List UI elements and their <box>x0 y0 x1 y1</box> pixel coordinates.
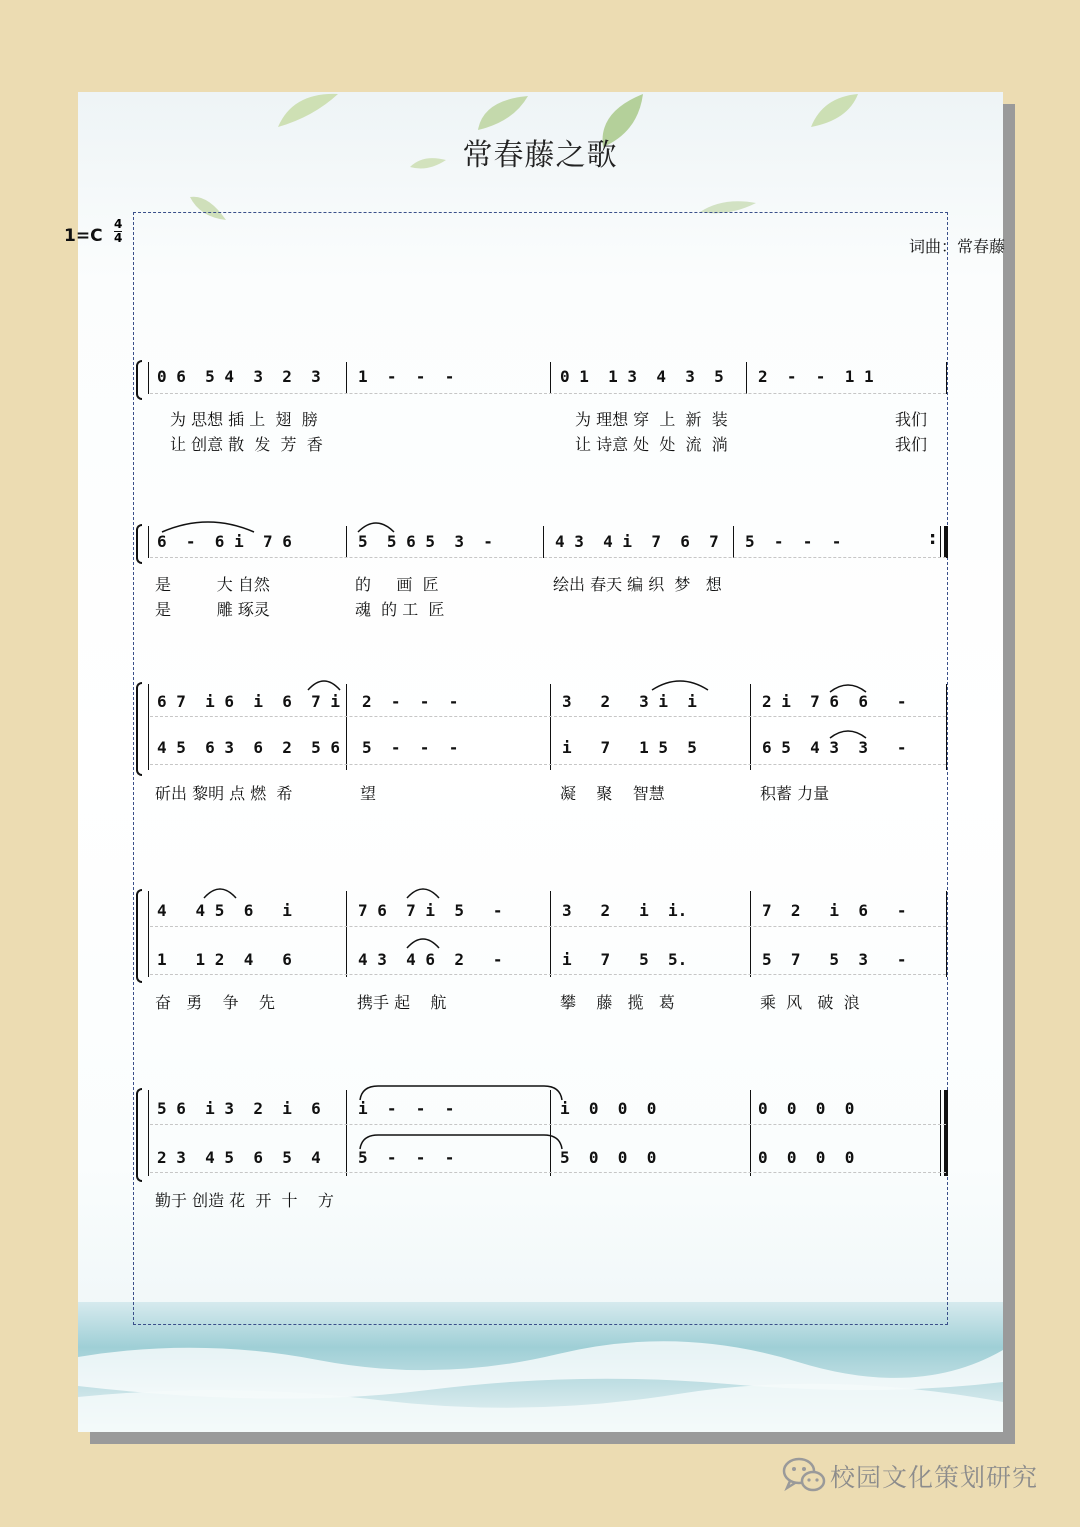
measure-notes: 6 - 6 i 7 6 <box>157 532 292 551</box>
barline <box>946 891 947 977</box>
lyric-line: 奋 勇 争 先 <box>155 993 275 1012</box>
system-bracket <box>136 524 142 564</box>
tie-slur <box>405 934 441 950</box>
barline <box>148 526 149 558</box>
key-signature: 1=C <box>64 226 103 246</box>
barline <box>543 526 544 558</box>
lyric-line: 望 <box>360 784 377 803</box>
staff-line <box>150 716 946 717</box>
lyric-line: 魂 的 工 匠 <box>355 600 445 619</box>
composer-credit: 词曲：常春藤 <box>908 237 1005 256</box>
staff-line <box>150 974 946 975</box>
lyric-line: 凝 聚 智慧 <box>560 784 665 803</box>
barline <box>346 891 347 977</box>
measure-notes-lower: 1 1 2 4 6 <box>157 950 292 969</box>
barline <box>733 526 734 558</box>
measure-notes-lower: 4 5 6 3 6 2 5 6 <box>157 738 341 757</box>
staff-line <box>150 1124 946 1125</box>
measure-notes-upper: 6 7 i 6 i 6 7 i <box>157 692 341 711</box>
measure-notes-lower: 5 - - - <box>358 1148 455 1167</box>
lyric-line: 让 创意 散 发 芳 香 <box>170 435 323 454</box>
barline <box>940 526 941 558</box>
measure-notes-upper: i 0 0 0 <box>560 1099 657 1118</box>
watermark-text: 校园文化策划研究 <box>830 1463 1039 1492</box>
lyric-line: 勤于 创造 花 开 十 方 <box>155 1191 334 1210</box>
lyric-line: 我们 <box>895 435 928 454</box>
system-bracket <box>136 1088 142 1182</box>
barline <box>550 684 551 770</box>
lyric-line: 积蓄 力量 <box>760 784 830 803</box>
barline <box>746 362 747 394</box>
measure-notes-upper: 2 i 7 6 6 - <box>762 692 907 711</box>
barline <box>346 526 347 558</box>
barline <box>148 891 149 977</box>
barline <box>940 1090 941 1176</box>
lyric-line: 乘 风 破 浪 <box>760 993 860 1012</box>
lyric-line: 携手 起 航 <box>357 993 447 1012</box>
measure-notes: 2 - - 1 1 <box>758 367 874 386</box>
barline <box>346 362 347 394</box>
system-bracket <box>136 889 142 983</box>
barline <box>750 891 751 977</box>
barline <box>550 891 551 977</box>
system-bracket <box>136 682 142 776</box>
tie-slur <box>306 676 342 692</box>
system-bracket <box>136 360 142 400</box>
repeat-end-barline <box>944 526 948 558</box>
leaf-decoration <box>473 92 533 132</box>
barline <box>148 684 149 770</box>
measure-notes-upper: 3 2 i i. <box>562 901 688 920</box>
leaf-decoration <box>273 92 343 132</box>
measure-notes-lower: i 7 5 5. <box>562 950 688 969</box>
measure-notes-upper: i - - - <box>358 1099 455 1118</box>
leaf-decoration <box>803 92 863 132</box>
measure-notes-lower: 0 0 0 0 <box>758 1148 855 1167</box>
staff-line <box>150 764 946 765</box>
barline <box>148 1090 149 1176</box>
tie-slur <box>405 884 441 900</box>
time-signature <box>114 218 122 245</box>
lyric-line: 为 思想 插 上 翅 膀 <box>170 410 318 429</box>
measure-notes-upper: 0 0 0 0 <box>758 1099 855 1118</box>
lyric-line: 为 理想 穿 上 新 装 <box>575 410 728 429</box>
tie-slur <box>202 884 238 900</box>
lyric-line: 的 画 匠 <box>355 575 439 594</box>
measure-notes-upper: 7 2 i 6 - <box>762 901 907 920</box>
barline <box>946 362 947 394</box>
lyric-line: 我们 <box>895 410 928 429</box>
wechat-icon <box>782 1455 826 1495</box>
measure-notes-lower: 4 3 4 6 2 - <box>358 950 503 969</box>
measure-notes-upper: 5 6 i 3 2 i 6 <box>157 1099 321 1118</box>
time-signature-bottom: 4 <box>114 231 123 245</box>
measure-notes: 5 5 6 5 3 - <box>358 532 493 551</box>
measure-notes-lower: 6 5 4 3 3 - <box>762 738 907 757</box>
measure-notes-lower: 5 7 5 3 - <box>762 950 907 969</box>
staff-line <box>150 1172 946 1173</box>
staff-line <box>150 393 946 394</box>
final-barline <box>944 1090 948 1176</box>
barline <box>148 362 149 394</box>
measure-notes-upper: 3 2 3 i i <box>562 692 697 711</box>
lyric-line: 斫出 黎明 点 燃 希 <box>155 784 293 803</box>
score-sheet <box>78 92 1003 1432</box>
repeat-dots: : <box>929 528 937 549</box>
lyric-line: 是 雕 琢灵 <box>155 600 270 619</box>
song-title: 常春藤之歌 <box>462 138 618 173</box>
barline <box>550 362 551 394</box>
time-signature-top: 4 <box>114 217 123 231</box>
measure-notes-upper: 4 4 5 6 i <box>157 901 292 920</box>
lyric-line: 是 大 自然 <box>155 575 270 594</box>
measure-notes-lower: i 7 1 5 5 <box>562 738 697 757</box>
measure-notes-upper: 7 6 7 i 5 - <box>358 901 503 920</box>
measure-notes: 0 1 1 3 4 3 5 <box>560 367 724 386</box>
measure-notes-upper: 2 - - - <box>362 692 459 711</box>
tie-slur <box>650 676 710 692</box>
barline <box>346 684 347 770</box>
barline <box>750 1090 751 1176</box>
measure-notes-lower: 5 - - - <box>362 738 459 757</box>
staff-line <box>150 557 946 558</box>
measure-notes: 0 6 5 4 3 2 3 <box>157 367 321 386</box>
measure-notes: 1 - - - <box>358 367 455 386</box>
measure-notes-lower: 2 3 4 5 6 5 4 <box>157 1148 321 1167</box>
lyric-line: 绘出 春天 编 织 梦 想 <box>553 575 722 594</box>
barline <box>946 684 947 770</box>
barline <box>346 1090 347 1176</box>
staff-line <box>150 926 946 927</box>
measure-notes: 5 - - - <box>745 532 842 551</box>
measure-notes: 4 3 4 i 7 6 7 <box>555 532 719 551</box>
lyric-line: 让 诗意 处 处 流 淌 <box>575 435 728 454</box>
lyric-line: 攀 藤 揽 葛 <box>560 993 675 1012</box>
barline <box>750 684 751 770</box>
measure-notes-lower: 5 0 0 0 <box>560 1148 657 1167</box>
